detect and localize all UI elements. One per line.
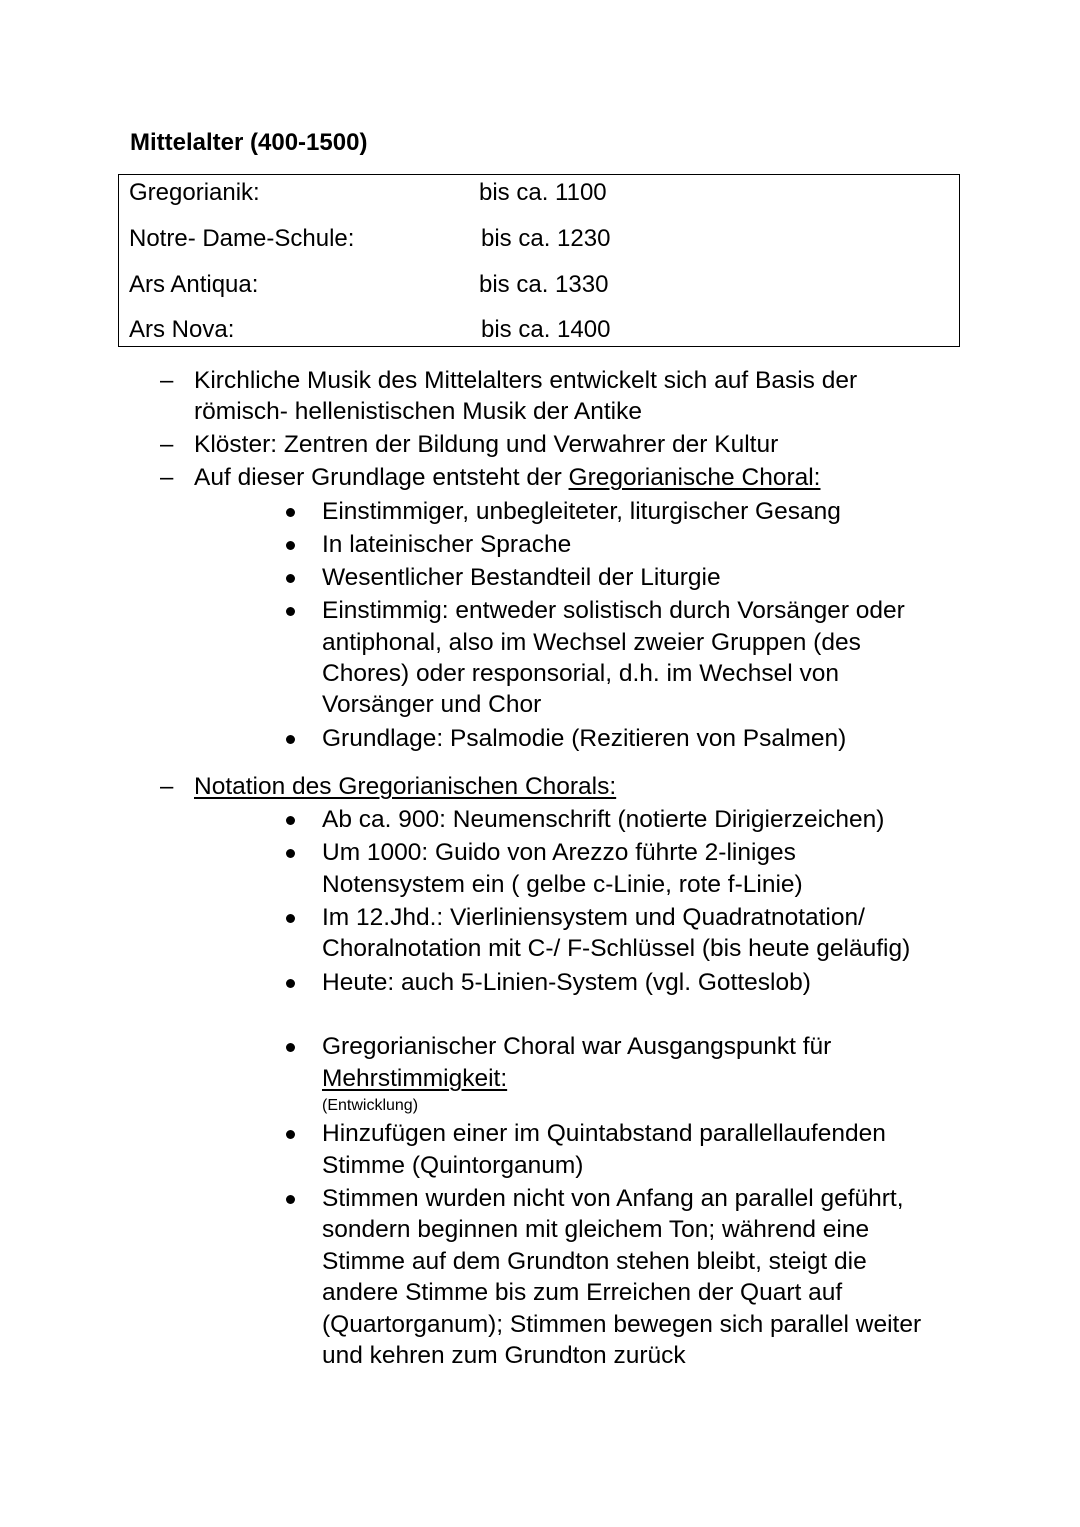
intro-dash-3: [194, 463, 820, 493]
bullet-dot: [286, 914, 295, 923]
choral-bullet-4-line-2: antiphonal, also im Wechsel zweier Gruppen (des: [322, 629, 861, 656]
polyphony-bullet-3-line-5: (Quartorganum); Stimmen bewegen sich parallel weiter: [322, 1311, 922, 1338]
dash-marker: –: [160, 367, 174, 394]
dash-marker: –: [160, 431, 174, 458]
bullet-dot: [286, 979, 295, 988]
gregorian-choral-heading: Gregorianische Choral:: [568, 464, 821, 491]
polyphony-bullet-3-line-2: sondern beginnen mit gleichem Ton; während eine: [322, 1216, 870, 1243]
epoch-name: Gregorianik:: [129, 179, 260, 206]
epoch-date: bis ca. 1230: [481, 225, 611, 252]
bullet-dot: [286, 541, 295, 550]
epoch-row: [119, 178, 959, 208]
epoch-table: [118, 174, 960, 347]
polyphony-bullet-3-line-4: andere Stimme bis zum Erreichen der Quart auf: [322, 1279, 843, 1306]
bullet-dot: [286, 607, 295, 616]
notation-bullet-2-line-2: Notensystem ein ( gelbe c-Linie, rote f-Linie): [322, 871, 803, 898]
choral-bullet-4-line-3: Chores) oder responsorial, d.h. im Wechsel von: [322, 660, 840, 687]
polyphony-bullet-2-line-2: Stimme (Quintorganum): [322, 1152, 584, 1179]
choral-bullet-3: Wesentlicher Bestandteil der Liturgie: [322, 564, 721, 591]
page-title: Mittelalter (400-1500): [130, 129, 368, 156]
intro-dash-1-line-2: römisch- hellenistischen Musik der Antike: [194, 398, 642, 425]
epoch-date: bis ca. 1330: [479, 271, 609, 298]
bullet-dot: [286, 735, 295, 744]
bullet-dot: [286, 574, 295, 583]
notation-bullet-3-line-1: Im 12.Jhd.: Vierliniensystem und Quadratnotation/: [322, 904, 865, 931]
epoch-row: [119, 224, 959, 254]
epoch-row: [119, 315, 959, 345]
notation-bullet-4: Heute: auch 5-Linien-System (vgl. Gotteslob): [322, 969, 811, 996]
choral-bullet-4-line-1: Einstimmig: entweder solistisch durch Vorsänger oder: [322, 597, 905, 624]
notation-bullet-3-line-2: Choralnotation mit C-/ F-Schlüssel (bis heute geläufig): [322, 935, 911, 962]
choral-bullet-5: Grundlage: Psalmodie (Rezitieren von Psalmen): [322, 725, 847, 752]
polyphony-bullet-1-line-2: Mehrstimmigkeit:: [322, 1065, 508, 1092]
notation-bullet-2-line-1: Um 1000: Guido von Arezzo führte 2-liniges: [322, 839, 796, 866]
epoch-date: bis ca. 1100: [479, 179, 607, 206]
epoch-name: Ars Antiqua:: [129, 271, 259, 298]
polyphony-note: (Entwicklung): [322, 1097, 419, 1114]
epoch-date: bis ca. 1400: [481, 316, 611, 343]
polyphony-bullet-3-line-6: und kehren zum Grundton zurück: [322, 1342, 686, 1369]
bullet-dot: [286, 816, 295, 825]
intro-dash-1-line-1: Kirchliche Musik des Mittelalters entwickelt sich auf Basis der: [194, 367, 858, 394]
epoch-name: Notre- Dame-Schule:: [129, 225, 355, 252]
epoch-row: [119, 270, 959, 300]
dash-marker: –: [160, 773, 174, 800]
bullet-dot: [286, 849, 295, 858]
bullet-dot: [286, 1130, 295, 1139]
intro-dash-3-prefix: Auf dieser Grundlage entsteht der: [194, 464, 569, 491]
bullet-dot: [286, 1043, 295, 1052]
choral-bullet-1: Einstimmiger, unbegleiteter, liturgischer Gesang: [322, 498, 841, 525]
choral-bullet-4-line-4: Vorsänger und Chor: [322, 691, 542, 718]
intro-dash-2: Klöster: Zentren der Bildung und Verwahrer der Kultur: [194, 431, 779, 458]
choral-bullet-2: In lateinischer Sprache: [322, 531, 572, 558]
notation-bullet-1: Ab ca. 900: Neumenschrift (notierte Dirigierzeichen): [322, 806, 885, 833]
polyphony-bullet-1-line-1: Gregorianischer Choral war Ausgangspunkt für: [322, 1033, 832, 1060]
polyphony-bullet-2-line-1: Hinzufügen einer im Quintabstand parallellaufenden: [322, 1120, 886, 1147]
bullet-dot: [286, 508, 295, 517]
polyphony-bullet-3-line-1: Stimmen wurden nicht von Anfang an parallel geführt,: [322, 1185, 904, 1212]
epoch-name: Ars Nova:: [129, 316, 235, 343]
polyphony-bullet-3-line-3: Stimme auf dem Grundton stehen bleibt, steigt die: [322, 1248, 867, 1275]
dash-marker: –: [160, 464, 174, 491]
notation-heading: Notation des Gregorianischen Chorals:: [194, 773, 617, 800]
bullet-dot: [286, 1195, 295, 1204]
